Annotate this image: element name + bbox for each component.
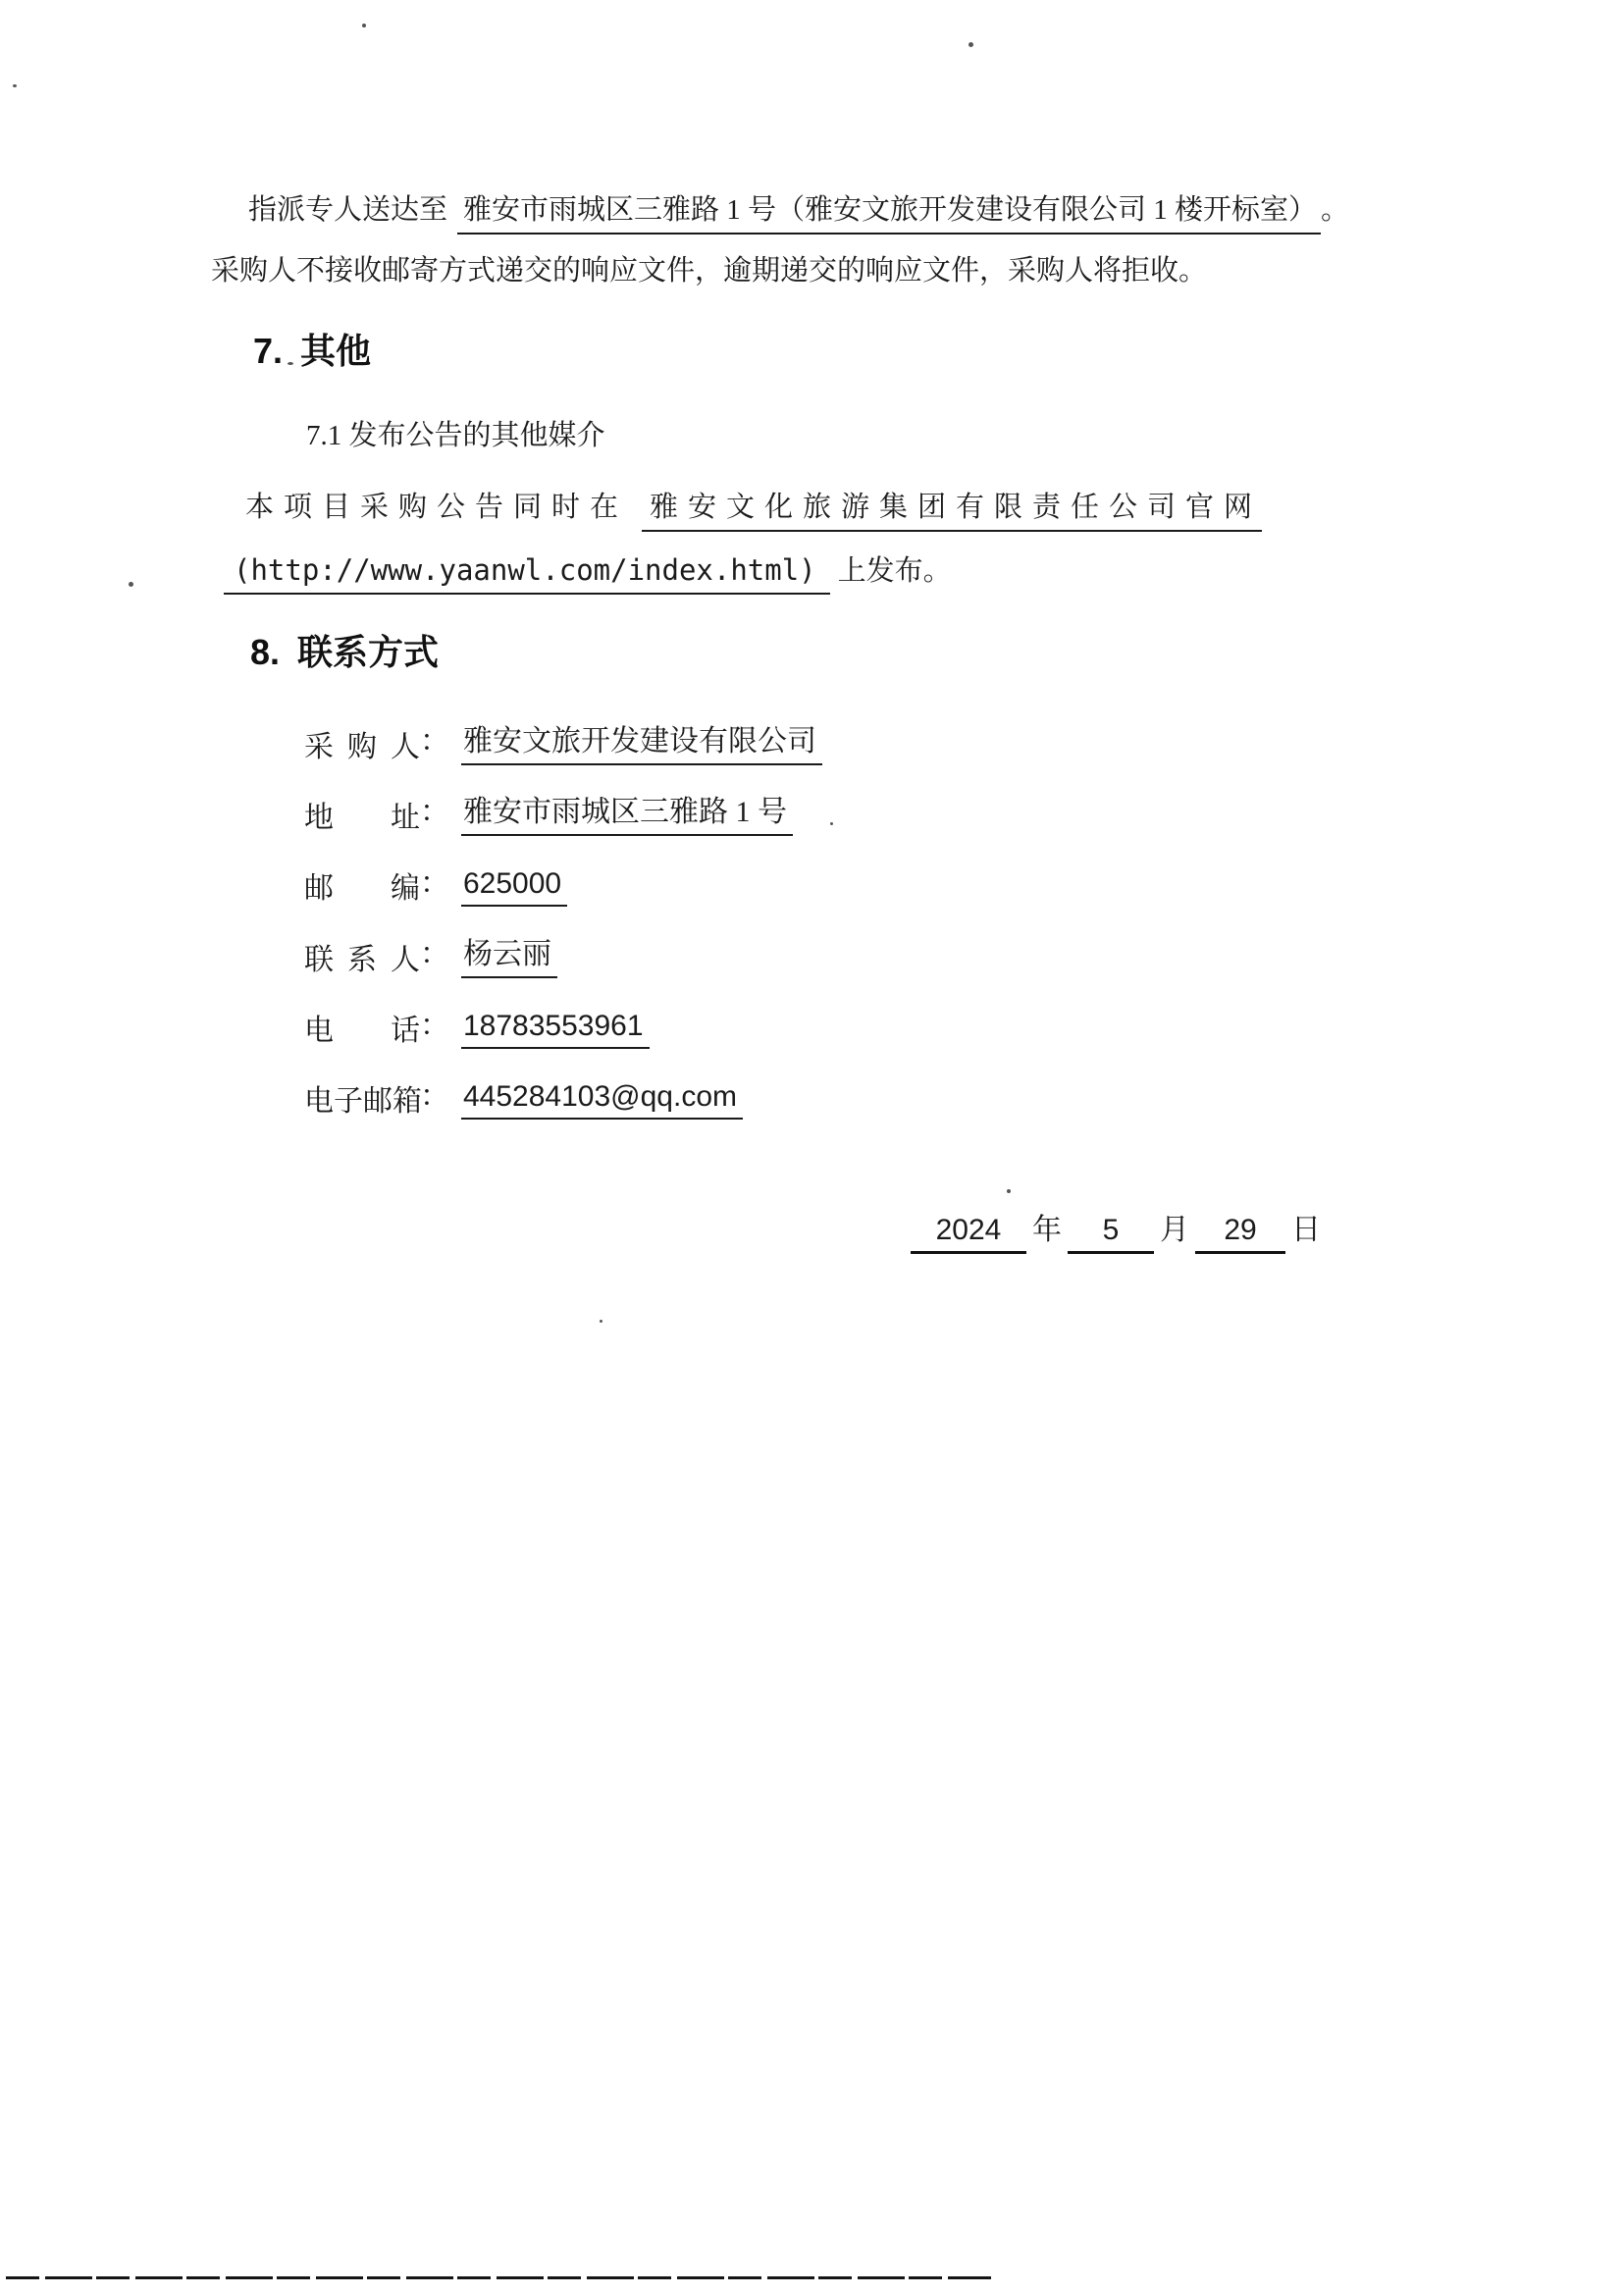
date-year: 2024 [911,1214,1026,1254]
contact-label: 电子邮箱 [304,1085,422,1118]
section7-subheading [306,418,605,453]
contact-colon: ： [420,725,449,757]
date-month-unit: 月 [1160,1214,1189,1246]
contact-row-email [304,1071,743,1120]
date-day: 29 [1195,1214,1285,1254]
contact-row-postcode [304,859,567,907]
contact-label: 电话 [304,1015,420,1047]
delivery-paragraph-line1 [248,192,1349,235]
contact-colon: ： [420,938,449,970]
contact-label: 邮编 [304,872,420,905]
contact-colon: ： [420,796,449,828]
signature-date [911,1205,1327,1254]
scan-speck [1007,1189,1011,1193]
delivery-line2-text: 采购人不接收邮寄方式递交的响应文件，逾期递交的响应文件，采购人将拒收。 [211,255,1208,287]
section7-body-tail: 上发布。 [837,555,952,587]
date-day-unit: 日 [1291,1214,1321,1246]
contact-value: 625000 [461,867,567,907]
section8-title: 联系方式 [297,632,440,672]
scan-speck [129,582,133,587]
delivery-period: 。 [1321,194,1350,226]
contact-row-contact-person [304,929,557,978]
contact-value: 18783553961 [461,1010,650,1049]
section7-title: 其他 [300,331,372,371]
contact-label: 采购人 [304,731,420,763]
contact-label: 地址 [304,802,420,834]
delivery-lead-text: 指派专人送达至 [248,194,448,226]
contact-colon: ： [420,867,449,900]
section7-body-line2 [224,552,952,595]
scan-speck [362,24,366,27]
section7-body-line1 [245,490,1262,532]
contact-label: 联系人 [304,944,420,976]
contact-value: 杨云丽 [461,929,557,978]
scan-speck [13,84,17,87]
contact-row-address [304,787,793,836]
date-year-unit: 年 [1032,1214,1062,1246]
scan-artifact-line [6,2276,991,2279]
date-month: 5 [1068,1214,1154,1254]
scan-speck [969,42,973,47]
section7-subheading-text: 7.1 发布公告的其他媒介 [306,420,605,451]
contact-value: 雅安文旅开发建设有限公司 [461,716,822,765]
section8-number: 8. [250,632,281,672]
contact-value: 雅安市雨城区三雅路 1 号 [461,787,793,836]
contact-row-phone [304,1001,650,1049]
website-url: (http://www.yaanwl.com/index.html) [224,552,830,595]
scan-speck [600,1320,602,1323]
delivery-address-underlined: 雅安市雨城区三雅路 1 号（雅安文旅开发建设有限公司 1 楼开标室） [457,192,1321,235]
contact-row-purchaser [304,716,822,765]
scan-speck [830,822,833,825]
contact-value: 445284103@qq.com [461,1080,743,1120]
contact-colon: ： [420,1080,449,1113]
section7-body-lead: 本项目采购公告同时在 [245,492,629,523]
delivery-paragraph-line2 [211,253,1207,288]
section7-heading [253,324,371,374]
section7-website-name-underlined: 雅安文化旅游集团有限责任公司官网 [642,490,1262,532]
section7-number: 7. [253,331,284,371]
section8-heading [250,625,439,675]
contact-colon: ： [420,1010,449,1042]
